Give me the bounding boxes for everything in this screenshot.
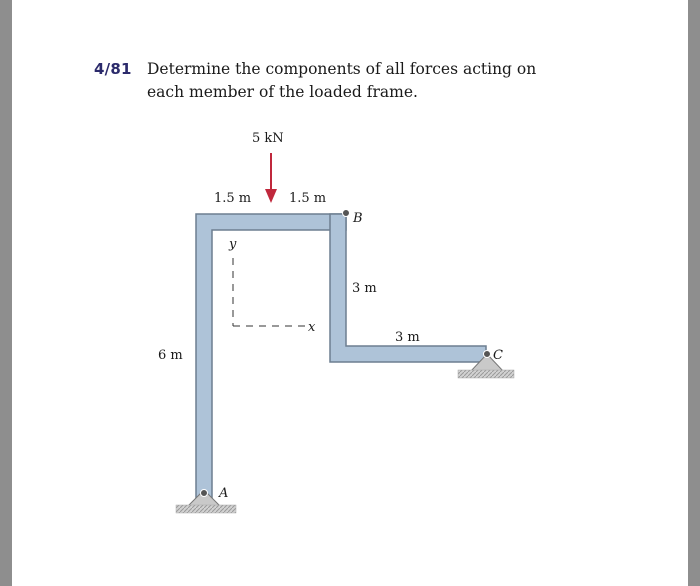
- dim-horizontal-lower-label: 3 m: [395, 330, 420, 345]
- pin-b: [343, 210, 350, 217]
- point-b-label: B: [353, 211, 363, 226]
- dim-left-label: 1.5 m: [214, 191, 252, 206]
- axis-x-label: x: [308, 320, 316, 335]
- problem-number: 4/81: [94, 60, 132, 78]
- axis-y-label: y: [229, 237, 237, 252]
- problem-text-line1: Determine the components of all forces acting on: [147, 60, 537, 78]
- load-label: 5 kN: [252, 131, 284, 146]
- dim-vertical-upper-label: 3 m: [352, 281, 377, 296]
- problem-text-line2: each member of the loaded frame.: [147, 83, 418, 101]
- dim-right-label: 1.5 m: [289, 191, 327, 206]
- dim-vertical-left-label: 6 m: [158, 348, 183, 363]
- load-arrow: [265, 153, 277, 203]
- frame-member-left: [196, 214, 346, 500]
- coordinate-axes: [233, 258, 306, 326]
- point-c-label: C: [493, 348, 503, 363]
- point-a-label: A: [219, 486, 229, 501]
